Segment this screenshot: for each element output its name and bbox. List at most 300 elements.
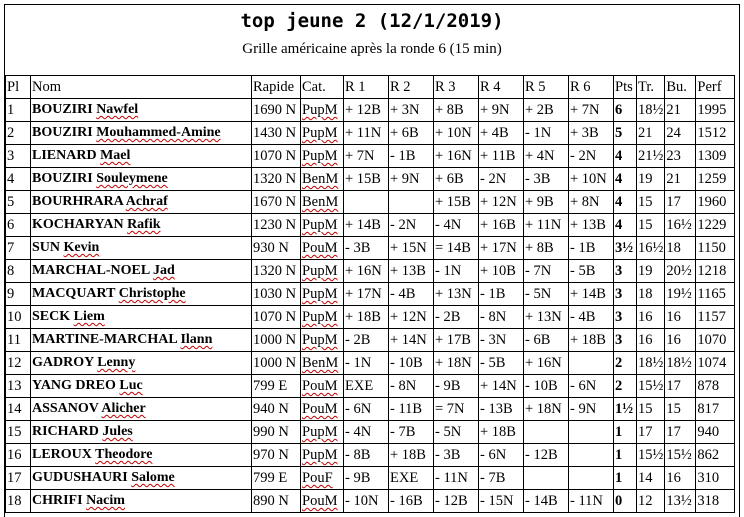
cell-points: 3 xyxy=(614,283,637,306)
player-surname: GUDUSHAURI xyxy=(32,470,128,485)
cell-round-r4: - 15N xyxy=(479,490,524,513)
cell-round-r4: - 2N xyxy=(479,168,524,191)
cell-round-r4: + 10B xyxy=(479,260,524,283)
cell-round-r1: + 15B xyxy=(344,168,389,191)
cell-rapide: 940 N xyxy=(252,398,301,421)
cell-round-r3: + 18N xyxy=(434,352,479,375)
player-firstname: Lenny xyxy=(97,355,136,370)
player-firstname: Ilann xyxy=(180,332,213,347)
category-label: PouM xyxy=(302,493,338,509)
cell-round-r1: + 12B xyxy=(344,99,389,122)
cell-round-r3: + 13N xyxy=(434,283,479,306)
cell-tiebreak-tr: 18½ xyxy=(637,352,665,375)
cell-rapide: 1670 N xyxy=(252,191,301,214)
cell-rapide: 970 N xyxy=(252,444,301,467)
cell-round-r4: - 5B xyxy=(479,352,524,375)
cell-performance: 817 xyxy=(696,398,735,421)
cell-points: 3½ xyxy=(614,237,637,260)
cell-round-r5: - 5N xyxy=(524,283,569,306)
cell-player-name xyxy=(31,490,252,513)
cell-player-name xyxy=(31,375,252,398)
cell-performance: 318 xyxy=(696,490,735,513)
cell-rapide: 1230 N xyxy=(252,214,301,237)
cell-category xyxy=(301,145,344,168)
cell-round-r4: + 14N xyxy=(479,375,524,398)
cell-round-r2: + 18B xyxy=(389,444,434,467)
cell-tiebreak-bu: 24 xyxy=(665,122,696,145)
col-header-pts: Pts xyxy=(614,76,637,99)
player-surname: KOCHARYAN xyxy=(32,217,124,232)
cell-round-r6: + 7N xyxy=(569,99,614,122)
cell-round-r3: = 14B xyxy=(434,237,479,260)
player-firstname: Christophe xyxy=(118,286,186,301)
standings-table xyxy=(5,75,735,513)
player-surname: MARTINE-MARCHAL xyxy=(32,332,177,347)
cell-player-name xyxy=(31,467,252,490)
cell-place: 7 xyxy=(6,237,31,260)
cell-round-r5: + 16N xyxy=(524,352,569,375)
cell-round-r5: + 13N xyxy=(524,306,569,329)
cell-round-r5: - 1N xyxy=(524,122,569,145)
cell-round-r3: = 7N xyxy=(434,398,479,421)
cell-round-r3: + 6B xyxy=(434,168,479,191)
player-surname: BOUZIRI xyxy=(32,125,93,140)
category-label: BenM xyxy=(302,355,339,371)
cell-round-r6 xyxy=(569,467,614,490)
cell-performance: 1309 xyxy=(696,145,735,168)
cell-round-r5: + 8B xyxy=(524,237,569,260)
table-row xyxy=(6,306,735,329)
cell-round-r4: + 11B xyxy=(479,145,524,168)
cell-tiebreak-bu: 18 xyxy=(665,237,696,260)
category-label: BenM xyxy=(302,194,339,210)
cell-round-r5 xyxy=(524,467,569,490)
cell-round-r4: + 12N xyxy=(479,191,524,214)
cell-points: 5 xyxy=(614,122,637,145)
cell-tiebreak-tr: 12 xyxy=(637,490,665,513)
cell-performance: 1512 xyxy=(696,122,735,145)
cell-tiebreak-bu: 16 xyxy=(665,467,696,490)
player-firstname: Liem xyxy=(73,309,105,324)
category-label: PouF xyxy=(302,470,333,486)
cell-rapide: 1430 N xyxy=(252,122,301,145)
cell-category xyxy=(301,260,344,283)
cell-round-r6: - 4B xyxy=(569,306,614,329)
cell-points: 1 xyxy=(614,444,637,467)
cell-category xyxy=(301,352,344,375)
cell-round-r5: - 10B xyxy=(524,375,569,398)
cell-round-r5: + 11N xyxy=(524,214,569,237)
cell-round-r1: - 3B xyxy=(344,237,389,260)
cell-player-name xyxy=(31,352,252,375)
cell-round-r4: + 18B xyxy=(479,421,524,444)
col-header-pl: Pl xyxy=(6,76,31,99)
col-header-rapide: Rapide xyxy=(252,76,301,99)
cell-round-r2: - 8N xyxy=(389,375,434,398)
cell-tiebreak-bu: 17 xyxy=(665,375,696,398)
cell-rapide: 930 N xyxy=(252,237,301,260)
cell-round-r1: + 17N xyxy=(344,283,389,306)
col-header-nom: Nom xyxy=(31,76,252,99)
cell-performance: 1165 xyxy=(696,283,735,306)
player-firstname: Achraf xyxy=(125,194,168,209)
cell-points: 1½ xyxy=(614,398,637,421)
player-surname: LEROUX xyxy=(32,447,92,462)
table-row xyxy=(6,214,735,237)
cell-category xyxy=(301,490,344,513)
cell-player-name xyxy=(31,421,252,444)
page-title: top jeune 2 (12/1/2019) xyxy=(240,10,504,32)
cell-tiebreak-tr: 16 xyxy=(637,306,665,329)
table-row xyxy=(6,444,735,467)
cell-rapide: 799 E xyxy=(252,375,301,398)
cell-round-r6 xyxy=(569,352,614,375)
cell-round-r4: - 6N xyxy=(479,444,524,467)
cell-place: 1 xyxy=(6,99,31,122)
cell-round-r5: + 9B xyxy=(524,191,569,214)
cell-round-r4: + 9N xyxy=(479,99,524,122)
cell-round-r3: + 15B xyxy=(434,191,479,214)
table-row xyxy=(6,283,735,306)
cell-place: 10 xyxy=(6,306,31,329)
cell-tiebreak-tr: 16½ xyxy=(637,237,665,260)
table-row xyxy=(6,329,735,352)
cell-place: 16 xyxy=(6,444,31,467)
cell-place: 4 xyxy=(6,168,31,191)
cell-round-r2: EXE xyxy=(389,467,434,490)
player-surname: LIENARD xyxy=(32,148,97,163)
cell-performance: 1074 xyxy=(696,352,735,375)
cell-round-r3: + 8B xyxy=(434,99,479,122)
cell-category xyxy=(301,214,344,237)
cell-tiebreak-tr: 18½ xyxy=(637,99,665,122)
cell-rapide: 890 N xyxy=(252,490,301,513)
cell-place: 6 xyxy=(6,214,31,237)
cell-round-r5: - 7N xyxy=(524,260,569,283)
cell-round-r1: - 8B xyxy=(344,444,389,467)
player-firstname: Nawfel xyxy=(96,102,139,117)
cell-performance: 1150 xyxy=(696,237,735,260)
cell-round-r4: - 7B xyxy=(479,467,524,490)
category-label: PupM xyxy=(302,263,338,279)
cell-tiebreak-tr: 19 xyxy=(637,260,665,283)
cell-points: 4 xyxy=(614,191,637,214)
cell-round-r5: - 14B xyxy=(524,490,569,513)
cell-player-name xyxy=(31,283,252,306)
cell-tiebreak-bu: 23 xyxy=(665,145,696,168)
cell-round-r1: + 7N xyxy=(344,145,389,168)
category-label: PupM xyxy=(302,102,338,118)
category-label: PupM xyxy=(302,309,338,325)
category-label: PupM xyxy=(302,286,338,302)
player-surname: SUN xyxy=(32,240,61,255)
cell-player-name xyxy=(31,306,252,329)
cell-tiebreak-tr: 17 xyxy=(637,421,665,444)
cell-round-r3: - 11N xyxy=(434,467,479,490)
cell-performance: 940 xyxy=(696,421,735,444)
cell-round-r4: - 3N xyxy=(479,329,524,352)
table-row xyxy=(6,352,735,375)
player-surname: MACQUART xyxy=(32,286,116,301)
category-label: PouM xyxy=(302,240,338,256)
cell-player-name xyxy=(31,191,252,214)
cell-points: 3 xyxy=(614,306,637,329)
cell-place: 12 xyxy=(6,352,31,375)
category-label: PupM xyxy=(302,125,338,141)
cell-round-r2: - 1B xyxy=(389,145,434,168)
table-row xyxy=(6,122,735,145)
cell-round-r4: - 13B xyxy=(479,398,524,421)
cell-place: 13 xyxy=(6,375,31,398)
cell-player-name xyxy=(31,329,252,352)
cell-round-r6 xyxy=(569,421,614,444)
cell-performance: 310 xyxy=(696,467,735,490)
cell-category xyxy=(301,283,344,306)
player-surname: RICHARD xyxy=(32,424,99,439)
cell-round-r3: - 12B xyxy=(434,490,479,513)
cell-tiebreak-tr: 18 xyxy=(637,283,665,306)
player-surname: SECK xyxy=(32,309,71,324)
cell-round-r4: + 17N xyxy=(479,237,524,260)
cell-points: 4 xyxy=(614,214,637,237)
cell-round-r1: + 14B xyxy=(344,214,389,237)
cell-round-r3: - 1N xyxy=(434,260,479,283)
cell-performance: 862 xyxy=(696,444,735,467)
cell-round-r6: + 10N xyxy=(569,168,614,191)
cell-round-r1: - 4N xyxy=(344,421,389,444)
cell-round-r1: - 10N xyxy=(344,490,389,513)
cell-category xyxy=(301,329,344,352)
cell-round-r5: + 4N xyxy=(524,145,569,168)
cell-tiebreak-bu: 16 xyxy=(665,306,696,329)
category-label: PupM xyxy=(302,217,338,233)
player-surname: GADROY xyxy=(32,355,94,370)
cell-points: 6 xyxy=(614,99,637,122)
cell-round-r1: - 6N xyxy=(344,398,389,421)
cell-round-r6: - 9N xyxy=(569,398,614,421)
cell-performance: 1070 xyxy=(696,329,735,352)
cell-round-r5: - 6B xyxy=(524,329,569,352)
cell-round-r4: + 4B xyxy=(479,122,524,145)
cell-category xyxy=(301,467,344,490)
cell-round-r2: - 4B xyxy=(389,283,434,306)
table-row xyxy=(6,191,735,214)
category-label: PouM xyxy=(302,401,338,417)
cell-round-r1 xyxy=(344,191,389,214)
player-surname: ASSANOV xyxy=(32,401,99,416)
cell-tiebreak-tr: 16 xyxy=(637,329,665,352)
col-header-perf: Perf xyxy=(696,76,735,99)
cell-player-name xyxy=(31,99,252,122)
cell-tiebreak-bu: 21 xyxy=(665,99,696,122)
cell-rapide: 1320 N xyxy=(252,260,301,283)
cell-tiebreak-bu: 21 xyxy=(665,168,696,191)
cell-rapide: 799 E xyxy=(252,467,301,490)
cell-round-r6: + 14B xyxy=(569,283,614,306)
col-header-r1: R 1 xyxy=(344,76,389,99)
cell-tiebreak-bu: 18½ xyxy=(665,352,696,375)
cell-round-r1: - 2B xyxy=(344,329,389,352)
cell-performance: 878 xyxy=(696,375,735,398)
cell-place: 3 xyxy=(6,145,31,168)
category-label: PupM xyxy=(302,447,338,463)
col-header-tr: Tr. xyxy=(637,76,665,99)
cell-round-r5: + 2B xyxy=(524,99,569,122)
cell-points: 3 xyxy=(614,260,637,283)
cell-round-r6: - 5B xyxy=(569,260,614,283)
player-firstname: Theodore xyxy=(95,447,153,462)
cell-round-r5: - 12B xyxy=(524,444,569,467)
cell-round-r6: - 11N xyxy=(569,490,614,513)
cell-round-r6: + 13B xyxy=(569,214,614,237)
cell-round-r3: + 16N xyxy=(434,145,479,168)
cell-performance: 1960 xyxy=(696,191,735,214)
cell-round-r2: + 13B xyxy=(389,260,434,283)
table-row xyxy=(6,398,735,421)
cell-round-r5: - 3B xyxy=(524,168,569,191)
table-row xyxy=(6,168,735,191)
cell-tiebreak-tr: 15 xyxy=(637,214,665,237)
cell-category xyxy=(301,398,344,421)
cell-tiebreak-tr: 21 xyxy=(637,122,665,145)
player-firstname: Mouhammed-Amine xyxy=(96,125,221,140)
cell-category xyxy=(301,444,344,467)
cell-player-name xyxy=(31,398,252,421)
cell-round-r5 xyxy=(524,421,569,444)
player-surname: BOURHRARA xyxy=(32,194,124,209)
cell-place: 15 xyxy=(6,421,31,444)
cell-round-r3: + 10N xyxy=(434,122,479,145)
cell-round-r4: + 16B xyxy=(479,214,524,237)
cell-round-r2: - 7B xyxy=(389,421,434,444)
player-firstname: Jules xyxy=(102,424,133,439)
cell-performance: 1229 xyxy=(696,214,735,237)
cell-tiebreak-bu: 15 xyxy=(665,398,696,421)
cell-round-r6: + 3B xyxy=(569,122,614,145)
cell-points: 0 xyxy=(614,490,637,513)
cell-round-r2: + 12N xyxy=(389,306,434,329)
cell-rapide: 1000 N xyxy=(252,352,301,375)
cell-round-r3: - 3B xyxy=(434,444,479,467)
cell-tiebreak-bu: 17 xyxy=(665,191,696,214)
cell-place: 5 xyxy=(6,191,31,214)
cell-round-r1: - 1N xyxy=(344,352,389,375)
cell-round-r1: EXE xyxy=(344,375,389,398)
cell-round-r2: + 9N xyxy=(389,168,434,191)
cell-tiebreak-bu: 20½ xyxy=(665,260,696,283)
cell-player-name xyxy=(31,444,252,467)
category-label: PouM xyxy=(302,378,338,394)
cell-category xyxy=(301,237,344,260)
player-firstname: Jad xyxy=(152,263,175,278)
cell-tiebreak-bu: 16½ xyxy=(665,214,696,237)
cell-rapide: 1000 N xyxy=(252,329,301,352)
category-label: PupM xyxy=(302,424,338,440)
cell-round-r3: + 17B xyxy=(434,329,479,352)
col-header-r4: R 4 xyxy=(479,76,524,99)
cell-place: 14 xyxy=(6,398,31,421)
cell-round-r6: + 8N xyxy=(569,191,614,214)
cell-points: 1 xyxy=(614,467,637,490)
cell-round-r5: + 18N xyxy=(524,398,569,421)
cell-round-r2: + 14N xyxy=(389,329,434,352)
cell-rapide: 1320 N xyxy=(252,168,301,191)
col-header-r5: R 5 xyxy=(524,76,569,99)
page-subtitle: Grille américaine après la ronde 6 (15 min) xyxy=(242,41,502,57)
cell-rapide: 1070 N xyxy=(252,145,301,168)
cell-performance: 1995 xyxy=(696,99,735,122)
player-surname: YANG DREO xyxy=(32,378,116,393)
category-label: PupM xyxy=(302,148,338,164)
table-row xyxy=(6,99,735,122)
cell-round-r2: - 11B xyxy=(389,398,434,421)
cell-round-r2: + 3N xyxy=(389,99,434,122)
cell-place: 2 xyxy=(6,122,31,145)
cell-round-r2 xyxy=(389,191,434,214)
player-firstname: Alicher xyxy=(101,401,146,416)
cell-tiebreak-tr: 14 xyxy=(637,467,665,490)
table-row xyxy=(6,467,735,490)
cell-points: 2 xyxy=(614,352,637,375)
player-surname: BOUZIRI xyxy=(32,171,93,186)
cell-player-name xyxy=(31,214,252,237)
cell-place: 17 xyxy=(6,467,31,490)
table-row xyxy=(6,421,735,444)
cell-tiebreak-tr: 15 xyxy=(637,398,665,421)
cell-round-r2: - 16B xyxy=(389,490,434,513)
cell-round-r3: - 4N xyxy=(434,214,479,237)
cell-points: 1 xyxy=(614,421,637,444)
cell-rapide: 1070 N xyxy=(252,306,301,329)
col-header-r3: R 3 xyxy=(434,76,479,99)
cell-category xyxy=(301,421,344,444)
cell-round-r3: - 9B xyxy=(434,375,479,398)
cell-category xyxy=(301,168,344,191)
col-header-r2: R 2 xyxy=(389,76,434,99)
cell-points: 4 xyxy=(614,145,637,168)
player-surname: CHRIFI xyxy=(32,493,83,508)
cell-tiebreak-bu: 16 xyxy=(665,329,696,352)
cell-tiebreak-tr: 15½ xyxy=(637,375,665,398)
player-firstname: Rafik xyxy=(127,217,161,232)
cell-tiebreak-bu: 15½ xyxy=(665,444,696,467)
cell-place: 8 xyxy=(6,260,31,283)
standings-sheet xyxy=(4,4,740,517)
cell-category xyxy=(301,306,344,329)
cell-points: 3 xyxy=(614,329,637,352)
cell-round-r3: - 2B xyxy=(434,306,479,329)
table-row xyxy=(6,145,735,168)
cell-player-name xyxy=(31,145,252,168)
cell-round-r2: + 6B xyxy=(389,122,434,145)
cell-round-r1: + 11N xyxy=(344,122,389,145)
cell-player-name xyxy=(31,168,252,191)
cell-performance: 1259 xyxy=(696,168,735,191)
cell-rapide: 1690 N xyxy=(252,99,301,122)
cell-round-r2: + 15N xyxy=(389,237,434,260)
cell-round-r6: - 2N xyxy=(569,145,614,168)
category-label: BenM xyxy=(302,171,339,187)
cell-category xyxy=(301,122,344,145)
cell-rapide: 990 N xyxy=(252,421,301,444)
player-firstname: Mael xyxy=(100,148,131,163)
col-header-cat: Cat. xyxy=(301,76,344,99)
cell-round-r1: + 16N xyxy=(344,260,389,283)
cell-round-r1: - 9B xyxy=(344,467,389,490)
cell-round-r2: - 2N xyxy=(389,214,434,237)
col-header-r6: R 6 xyxy=(569,76,614,99)
cell-tiebreak-tr: 19 xyxy=(637,168,665,191)
